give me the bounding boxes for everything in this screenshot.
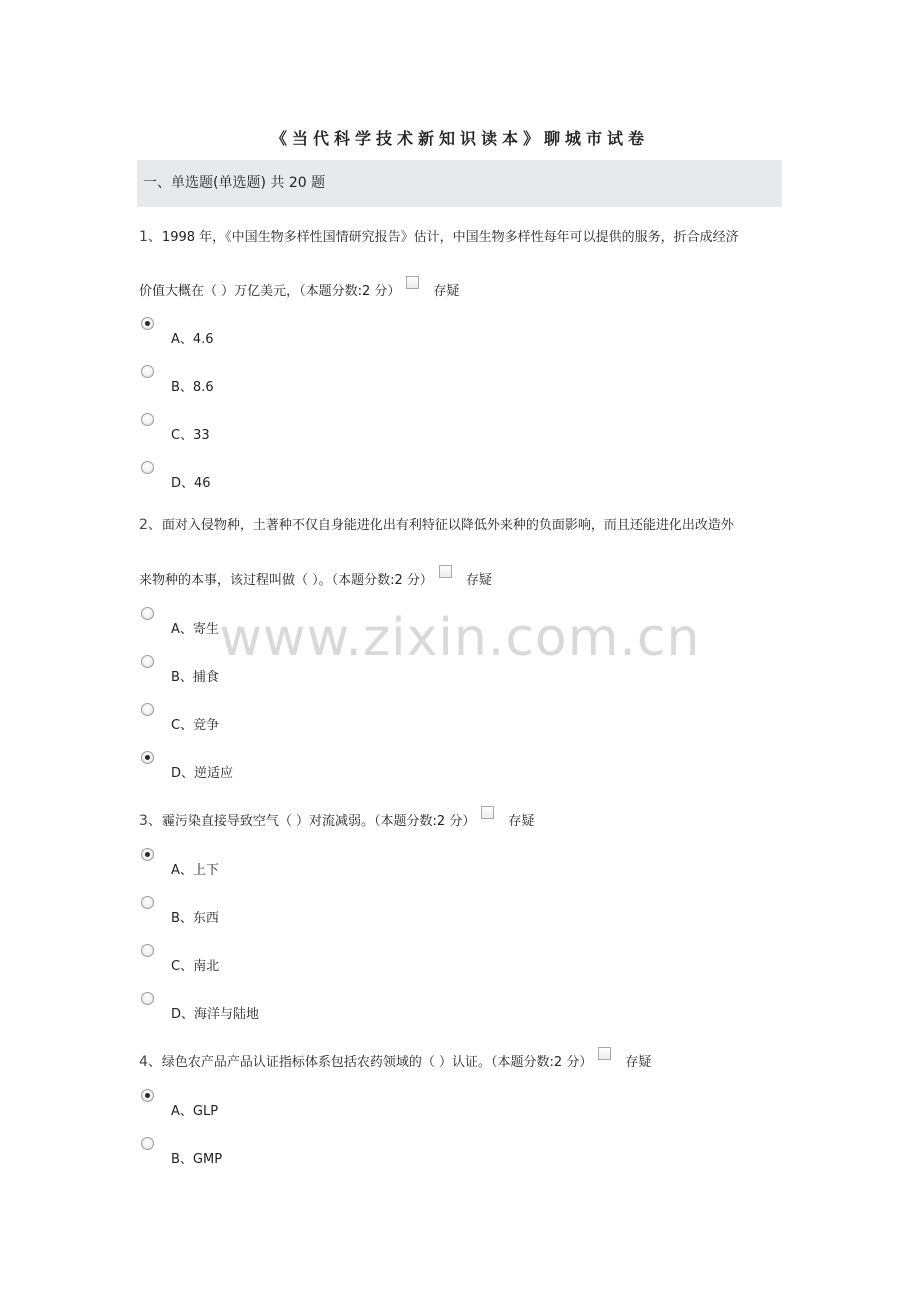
question-2-text: 面对入侵物种，土著种不仅自身能进化出有利特征以降低外来种的负面影响，而且还能进化出改造外 <box>161 518 734 533</box>
question-4-doubt-label: 存疑 <box>625 1055 652 1070</box>
question-3-option-d-radio[interactable] <box>141 992 154 1005</box>
question-3-number: 3、 <box>139 813 162 829</box>
question-2-option-d-label: D、逆适应 <box>171 766 234 781</box>
question-2-option-a-label: A、寄生 <box>171 622 219 637</box>
question-1-line-1 <box>139 226 739 246</box>
question-2-line-2 <box>139 569 492 588</box>
question-3-line-1 <box>139 810 534 830</box>
question-3-option-c-radio[interactable] <box>141 944 154 957</box>
section-header: 一、单选题(单选题) 共 20 题 <box>137 160 782 207</box>
question-2-doubt-label: 存疑 <box>465 573 492 588</box>
question-1-option-a-radio[interactable] <box>141 317 154 330</box>
question-4-text: 绿色农产品产品认证指标体系包括农药领域的（ ）认证。（本题分数:2 分） <box>161 1055 593 1070</box>
question-3-option-d-label: D、海洋与陆地 <box>171 1007 260 1022</box>
question-2-option-b-radio[interactable] <box>141 655 154 668</box>
question-1-option-c-label: C、33 <box>171 428 210 443</box>
question-1-text: 1998 年，《中国生物多样性国情研究报告》估计，中国生物多样性每年可以提供的服务，折合成经济 <box>161 230 739 245</box>
question-2-number: 2、 <box>139 517 162 533</box>
question-4-number: 4、 <box>139 1054 162 1070</box>
question-2-option-c-label: C、竞争 <box>171 718 220 733</box>
question-1-option-d-label: D、46 <box>171 476 211 491</box>
question-1-option-d-radio[interactable] <box>141 461 154 474</box>
question-2-option-d-radio[interactable] <box>141 751 154 764</box>
question-3-option-c-label: C、南北 <box>171 959 220 974</box>
question-1-doubt-checkbox[interactable] <box>406 276 419 289</box>
question-1-doubt-label: 存疑 <box>433 284 460 299</box>
question-2-doubt-checkbox[interactable] <box>439 565 452 578</box>
question-4-option-b-label: B、GMP <box>171 1152 223 1167</box>
question-4-line-1 <box>139 1051 651 1071</box>
question-4-option-a-radio[interactable] <box>141 1089 154 1102</box>
question-1-option-b-label: B、8.6 <box>171 380 214 395</box>
question-3-option-b-label: B、东西 <box>171 911 219 926</box>
question-1-option-c-radio[interactable] <box>141 413 154 426</box>
question-1-number: 1、 <box>139 229 162 245</box>
question-4-option-b-radio[interactable] <box>141 1137 154 1150</box>
question-3-option-b-radio[interactable] <box>141 896 154 909</box>
question-2-line-1 <box>139 514 734 534</box>
question-3-option-a-label: A、上下 <box>171 863 219 878</box>
page-title: 《当代科学技术新知识读本》聊城市试卷 <box>270 129 649 148</box>
question-4-option-a-label: A、GLP <box>171 1104 219 1119</box>
question-3-text: 霾污染直接导致空气（ ）对流减弱。（本题分数:2 分） <box>161 814 476 829</box>
question-1-line-2 <box>139 280 459 299</box>
question-1-text-cont: 价值大概在（ ）万亿美元，（本题分数:2 分） <box>139 284 401 299</box>
question-2-option-c-radio[interactable] <box>141 703 154 716</box>
question-2-option-a-radio[interactable] <box>141 607 154 620</box>
question-1-option-a-label: A、4.6 <box>171 332 214 347</box>
question-3-option-a-radio[interactable] <box>141 848 154 861</box>
question-3-doubt-label: 存疑 <box>508 814 535 829</box>
watermark: www.zixin.com.cn <box>219 608 701 668</box>
question-4-doubt-checkbox[interactable] <box>598 1047 611 1060</box>
question-2-text-cont: 来物种的本事，该过程叫做（ ）。（本题分数:2 分） <box>139 573 433 588</box>
question-3-doubt-checkbox[interactable] <box>481 806 494 819</box>
question-2-option-b-label: B、捕食 <box>171 670 219 685</box>
question-1-option-b-radio[interactable] <box>141 365 154 378</box>
